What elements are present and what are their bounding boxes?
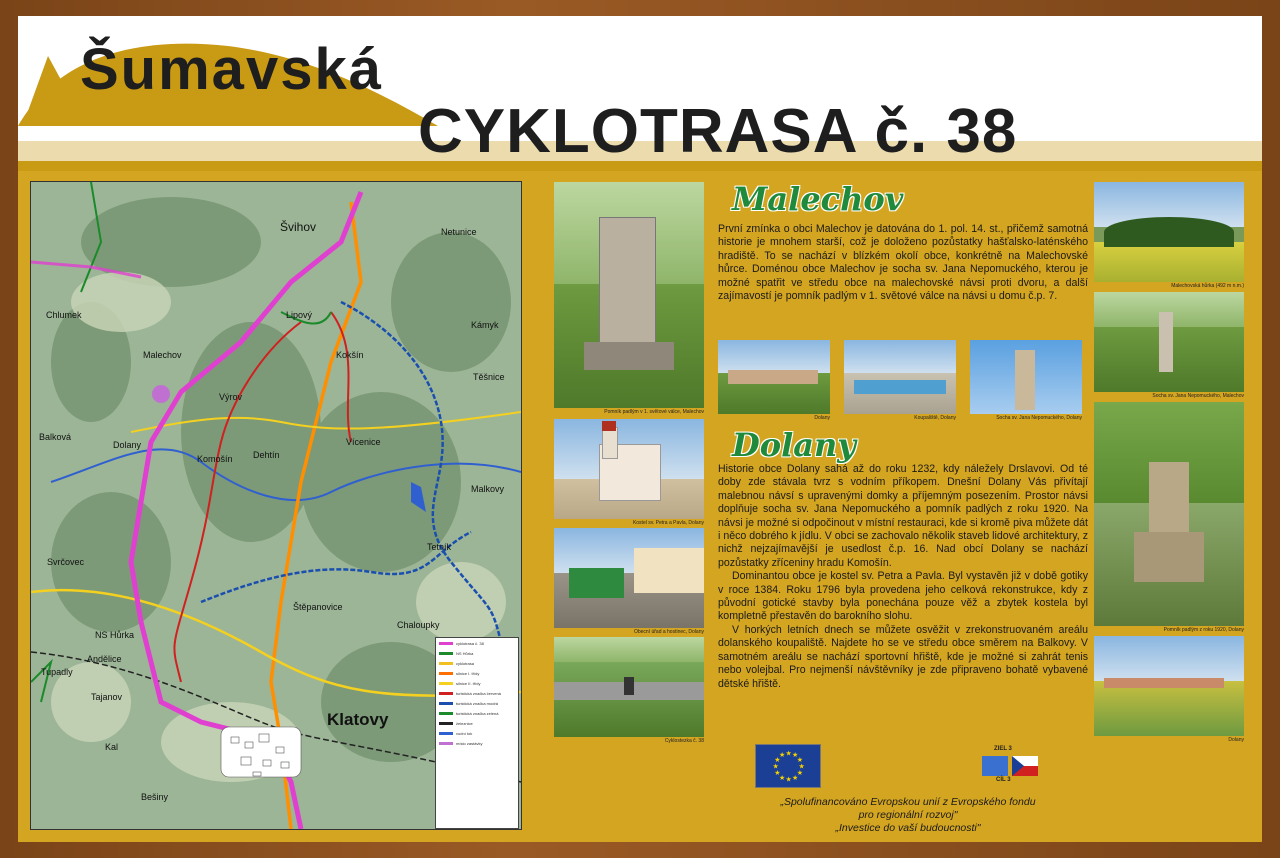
eu-star-icon: ★ bbox=[796, 757, 804, 764]
map-label-vicenice: Vícenice bbox=[346, 437, 381, 447]
legend-row bbox=[436, 728, 518, 738]
legend-row bbox=[436, 678, 518, 688]
eu-star-icon: ★ bbox=[792, 774, 799, 782]
photo-cycle-path bbox=[554, 637, 704, 737]
caption-p2: Dolany bbox=[814, 415, 830, 421]
caption-p7: Cyklostezka č. 38 bbox=[664, 738, 704, 744]
stop-marker bbox=[152, 385, 170, 403]
photo-war-memorial-malechov bbox=[554, 182, 704, 408]
legend-label: turistická značka modrá bbox=[456, 700, 499, 706]
map-label-svihov: Švihov bbox=[280, 220, 317, 234]
map-label-tupadly: Tupadly bbox=[41, 667, 73, 677]
photo-church-dolany bbox=[554, 419, 704, 519]
photo-war-memorial-dolany bbox=[1094, 402, 1244, 626]
photo-statue-nepomuk-malechov bbox=[1094, 292, 1244, 392]
legend-row bbox=[436, 638, 518, 648]
map-label-andelice: Andělice bbox=[87, 654, 122, 664]
eu-star-icon: ★ bbox=[785, 750, 792, 758]
photo-dolany-panorama bbox=[1094, 636, 1244, 736]
caption-p3: Koupaliště, Dolany bbox=[914, 415, 956, 421]
legend-swatch bbox=[439, 742, 453, 745]
legend-row bbox=[436, 668, 518, 678]
legend-label: vodní tok bbox=[456, 730, 473, 736]
map-label-tesnice: Těšnice bbox=[473, 372, 505, 382]
legend-label: silnice I. třídy bbox=[456, 670, 480, 676]
photo-dolany-village bbox=[718, 340, 830, 414]
legend-swatch bbox=[439, 672, 453, 675]
legend-label: NS Hůrka bbox=[456, 650, 474, 656]
ziel-label: ZIEL 3 bbox=[994, 746, 1012, 752]
eu-star-icon: ★ bbox=[774, 757, 781, 764]
ziel3-logo bbox=[980, 746, 1040, 784]
map-label-malechov: Malechov bbox=[143, 350, 182, 360]
header bbox=[18, 16, 1262, 171]
map-label-malkovy: Malkovy bbox=[471, 484, 505, 494]
legend-row bbox=[436, 738, 518, 748]
text-malechov bbox=[718, 223, 1088, 303]
map-label-kokcin: Kokšín bbox=[336, 350, 364, 360]
heading-malechov: Malechov bbox=[732, 180, 904, 218]
title-line2: CYKLOTRASA č. 38 bbox=[418, 97, 1018, 166]
eu-star-icon: ★ bbox=[792, 752, 799, 760]
caption-p6: Obecní úřad a hostinec, Dolany bbox=[633, 629, 704, 635]
legend-label: železnice bbox=[456, 720, 473, 726]
eu-star-icon: ★ bbox=[774, 770, 781, 777]
caption-r2: Socha sv. Jana Nepomuckého, Malechov bbox=[1152, 393, 1244, 399]
town-klatovy bbox=[221, 727, 301, 777]
eu-flag-icon bbox=[755, 744, 821, 788]
map-label-dolany: Dolany bbox=[113, 440, 142, 450]
legend-label: silnice II. třídy bbox=[456, 680, 481, 686]
legend-label: cyklotrasa bbox=[456, 660, 475, 666]
map-label-svrcovec: Svrčovec bbox=[47, 557, 85, 567]
caption-p1: Pomník padlým v 1. světové válce, Malechov bbox=[604, 409, 704, 415]
map-label-kamyk: Kámyk bbox=[471, 320, 499, 330]
photo-statue-nepomuk-dolany bbox=[970, 340, 1082, 414]
map-label-kal: Kal bbox=[105, 742, 119, 752]
legend-row bbox=[436, 688, 518, 698]
info-board bbox=[18, 16, 1262, 842]
caption-r3: Pomník padlým z roku 1920, Dolany bbox=[1163, 627, 1244, 633]
caption-p4: Socha sv. Jana Nepomuckého, Dolany bbox=[996, 415, 1082, 421]
eu-line2: pro regionální rozvoj" bbox=[858, 809, 958, 821]
cil-label: CÍL 3 bbox=[996, 777, 1011, 783]
legend-swatch bbox=[439, 712, 453, 715]
map-label-komosin: Komošín bbox=[197, 454, 233, 464]
dolany-paragraph-1: Historie obce Dolany sahá až do roku 1232, kdy náležely Drslavovi. Od té doby zde stávala tvrz s vodním příkopem. Dnešní Dolany Vás přivítají malebnou návsí s upravenými domky a příjemným posezením. Prostor návsi doplňuje socha sv. Jana Nepomuckého a pomník padlých z roku 1920. Na návsi je možné si odpočinout v místní restauraci, kde si kromě piva můžete dát i něco dobrého k jídlu. V obci se zachovalo několik staveb lidové architektury, z nichž nejzajímavější je usedlost č.p. 16. Nad obcí Dolany se nachází pozůstatky zříceniny hradu Komošín. bbox=[718, 463, 1088, 569]
eu-line3: „Investice do vaší budoucnosti" bbox=[835, 822, 981, 834]
map-label-klatovy: Klatovy bbox=[327, 710, 389, 729]
eu-star-icon: ★ bbox=[798, 763, 805, 771]
photo-swimming-pool bbox=[844, 340, 956, 414]
legend-label: turistická značka červená bbox=[456, 690, 501, 696]
map-label-besiny: Bešiny bbox=[141, 792, 169, 802]
map-label-chlumek: Chlumek bbox=[46, 310, 82, 320]
eu-line1: „Spolufinancováno Evropskou unií z Evropského fondu bbox=[780, 796, 1036, 808]
text-dolany bbox=[718, 463, 1088, 691]
map-label-stepanovice: Štěpanovice bbox=[293, 602, 343, 612]
map-label-balkova: Balková bbox=[39, 432, 72, 442]
legend-swatch bbox=[439, 682, 453, 685]
legend-label: místo zastávky bbox=[456, 740, 483, 746]
dolany-paragraph-2: Dominantou obce je kostel sv. Petra a Pavla. Byl vystavěn již v době gotiky v roce 1384. Roku 1796 byla provedena jeho celková rekonstrukce, kdy z původní gotické stavby byla ponechána pouze věž a zbytek kostela byl kompletně přestavěn do barokního slohu. bbox=[718, 570, 1088, 623]
legend-row bbox=[436, 708, 518, 718]
photo-malechov-hill bbox=[1094, 182, 1244, 282]
map-label-ns-hurka: NS Hůrka bbox=[95, 630, 135, 640]
legend-swatch bbox=[439, 642, 453, 645]
map-label-lipovy: Lipový bbox=[286, 310, 313, 320]
legend-swatch bbox=[439, 692, 453, 695]
photo-municipal-office-dolany bbox=[554, 528, 704, 628]
caption-p5: Kostel sv. Petra a Pavla, Dolany bbox=[632, 520, 704, 526]
route-map bbox=[30, 181, 522, 830]
map-label-tajanov: Tajanov bbox=[91, 692, 123, 702]
map-legend bbox=[435, 637, 519, 829]
legend-swatch bbox=[439, 662, 453, 665]
eu-star-icon: ★ bbox=[772, 763, 779, 771]
caption-r1: Malechovská hůrka (492 m n.m.) bbox=[1171, 283, 1244, 289]
title-line1: Šumavská bbox=[80, 37, 383, 102]
legend-swatch bbox=[439, 732, 453, 735]
legend-row bbox=[436, 718, 518, 728]
legend-row bbox=[436, 648, 518, 658]
legend-label: cyklotrasa č. 38 bbox=[456, 640, 484, 646]
eu-star-icon: ★ bbox=[779, 752, 786, 760]
heading-dolany: Dolany bbox=[732, 426, 856, 464]
map-label-chaloupky: Chaloupky bbox=[397, 620, 440, 630]
legend-row bbox=[436, 698, 518, 708]
caption-r4: Dolany bbox=[1228, 737, 1244, 743]
eu-star-icon: ★ bbox=[785, 776, 792, 784]
legend-swatch bbox=[439, 722, 453, 725]
dolany-paragraph-3: V horkých letních dnech se můžete osvěžit v zrekonstruovaném areálu dolanského koupaliště. Najdete ho se ve středu obce směrem na Balkovy. V samotném areálu se nachází sportovní hřiště, kde je možné si zahrát tenis nebo volejbal. Pro nejmenší návštěvníky je zde připraveno bohatě vybavené dětské hřiště. bbox=[718, 623, 1088, 690]
map-label-vyrov: Výrov bbox=[219, 392, 243, 402]
eu-star-icon: ★ bbox=[796, 770, 804, 777]
eu-star-icon: ★ bbox=[779, 774, 786, 782]
legend-label: turistická značka zelená bbox=[456, 710, 499, 716]
map-label-tetnik: Tetník bbox=[427, 542, 452, 552]
legend-swatch bbox=[439, 702, 453, 705]
map-label-dehtin: Dehtín bbox=[253, 450, 280, 460]
eu-funding-note bbox=[718, 796, 1098, 835]
legend-swatch bbox=[439, 652, 453, 655]
legend-row bbox=[436, 658, 518, 668]
malechov-paragraph: První zmínka o obci Malechov je datována do 1. pol. 14. st., přičemž samotná historie je mnohem starší, což je doloženo pozůstatky hašťalsko-laténského hradiště. To se nachází v blízkém okolí obce, konkrétně na Malechovské hůrce. Doménou obce Malechov je socha sv. Jana Nepomuckého, kterou je možné spatřit ve středu obce na malechovské návsi proti dvoru, a další zajímavostí je pomník padlým v 1. světové válce na návsi u domu č.p. 7. bbox=[718, 223, 1088, 303]
map-label-netunice: Netunice bbox=[441, 227, 477, 237]
